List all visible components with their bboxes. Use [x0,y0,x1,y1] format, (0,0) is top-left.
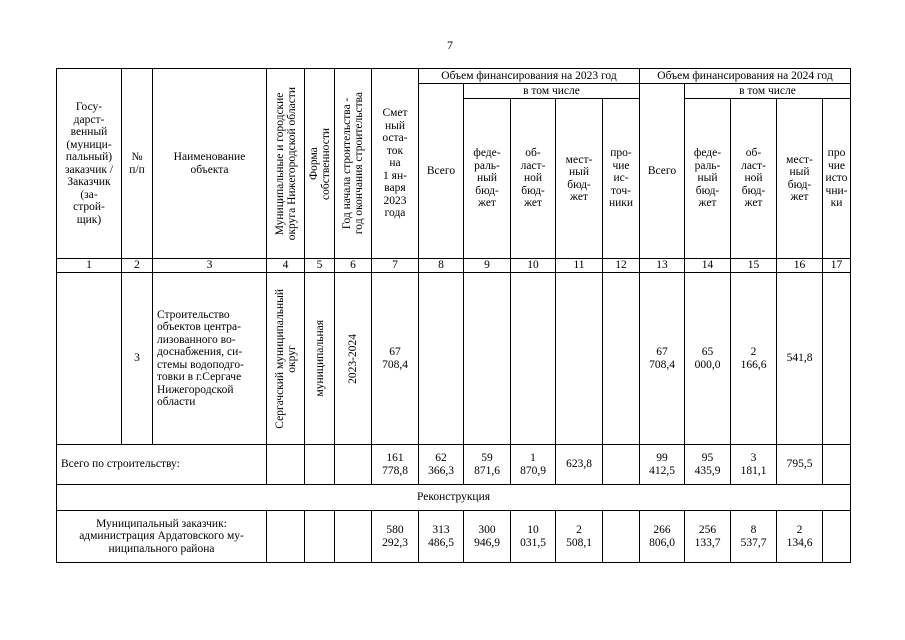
object-reg-2024: 2 166,6 [731,273,777,445]
customer-row [57,511,851,563]
column-number: 15 [731,259,777,273]
column-number: 5 [305,259,335,273]
customer-reg-2024: 8 537,7 [731,511,777,563]
total-balance: 161 778,8 [372,445,419,485]
customer-loc-2023: 2 508,1 [556,511,603,563]
header-municipal-district-cell [267,69,305,259]
total-total-2023: 62 366,3 [419,445,464,485]
customer-reg-2023: 10 031,5 [511,511,556,563]
customer-balance: 580 292,3 [372,511,419,563]
object-reg-2023 [511,273,556,445]
object-total-2023 [419,273,464,445]
total-reg-2024: 3 181,1 [731,445,777,485]
object-customer-cell [57,273,122,445]
total-oth-2024 [823,445,851,485]
column-number: 14 [685,259,731,273]
header-customer: Госу- дарст- венный (муници- пальный) заказчик / Заказчик (за- строй- щик) [57,69,122,259]
customer-fed-2023: 300 946,9 [464,511,511,563]
object-num: 3 [122,273,153,445]
header-federal-2023: феде- раль- ный бюд- жет [464,99,511,259]
header-estimate-balance: Смет ный оста- ток на 1 ян- варя 2023 года [372,69,419,259]
header-municipal-district: Муниципальные и городские округа Нижегородской области [273,86,298,241]
header-fin-2024: Объем финансирования на 2024 год [640,69,851,84]
total-loc-2023: 623,8 [556,445,603,485]
object-ownership-cell [305,273,335,445]
header-years-cell [335,69,372,259]
column-number: 9 [464,259,511,273]
total-reg-2023: 1 870,9 [511,445,556,485]
total-total-2024: 99 412,5 [640,445,685,485]
object-loc-2024: 541,8 [777,273,823,445]
column-number: 13 [640,259,685,273]
total-loc-2024: 795,5 [777,445,823,485]
header-object-name: Наименование объекта [153,69,267,259]
object-name: Строительство объектов центра- лизованного во- доснабжения, си- стемы водоподго- товки в г.Сергаче Нижегородской области [153,273,267,445]
total-fed-2024: 95 435,9 [685,445,731,485]
header-other-2023: про- чие ис- точ- ники [603,99,640,259]
customer-total-2024: 266 806,0 [640,511,685,563]
column-number: 10 [511,259,556,273]
column-number: 3 [153,259,267,273]
column-number: 6 [335,259,372,273]
header-including-2023: в том числе [464,84,640,99]
header-ownership-form: Форма собственности [307,127,332,200]
object-ownership: муниципальная [313,320,326,397]
customer-total-2023: 313 486,5 [419,511,464,563]
section-row [57,485,851,511]
object-balance: 67 708,4 [372,273,419,445]
column-number: 16 [777,259,823,273]
total-fed-2023: 59 871,6 [464,445,511,485]
header-ownership-cell [305,69,335,259]
total-oth-2023 [603,445,640,485]
section-title: Реконструкция [57,485,851,511]
header-regional-2023: об- ласт- ной бюд- жет [511,99,556,259]
header-years: Год начала строительства - год окончания строительства [341,92,365,235]
financing-table [56,68,851,563]
object-loc-2023 [556,273,603,445]
header-local-2023: мест- ный бюд- жет [556,99,603,259]
header-regional-2024: об- ласт- ной бюд- жет [731,99,777,259]
column-number-row [57,259,851,273]
header-federal-2024: феде- раль- ный бюд- жет [685,99,731,259]
object-fed-2024: 65 000,0 [685,273,731,445]
header-fin-2023: Объем финансирования на 2023 год [419,69,640,84]
object-years-cell [335,273,372,445]
header-num: № п/п [122,69,153,259]
customer-oth-2023 [603,511,640,563]
object-district-cell [267,273,305,445]
object-oth-2024 [823,273,851,445]
customer-fed-2024: 256 133,7 [685,511,731,563]
object-years: 2023-2024 [347,333,359,384]
column-number: 8 [419,259,464,273]
header-including-2024: в том числе [685,84,851,99]
customer-loc-2024: 2 134,6 [777,511,823,563]
object-row [57,273,851,445]
customer-oth-2024 [823,511,851,563]
customer-label: Муниципальный заказчик: администрация Ардатовского му- ниципального района [57,511,267,563]
object-total-2024: 67 708,4 [640,273,685,445]
header-total-2024: Всего [640,84,685,259]
column-number: 4 [267,259,305,273]
object-district: Сергачский муниципальный округ [273,288,298,429]
header-total-2023: Всего [419,84,464,259]
object-fed-2023 [464,273,511,445]
column-number: 7 [372,259,419,273]
header-local-2024: мест- ный бюд- жет [777,99,823,259]
total-construction-row [57,445,851,485]
column-number: 1 [57,259,122,273]
header-other-2024: про чие исто чни- ки [823,99,851,259]
column-number: 2 [122,259,153,273]
column-number: 17 [823,259,851,273]
column-number: 12 [603,259,640,273]
object-oth-2023 [603,273,640,445]
page-number: 7 [447,38,453,52]
column-number: 11 [556,259,603,273]
total-construction-label: Всего по строительству: [57,445,267,485]
